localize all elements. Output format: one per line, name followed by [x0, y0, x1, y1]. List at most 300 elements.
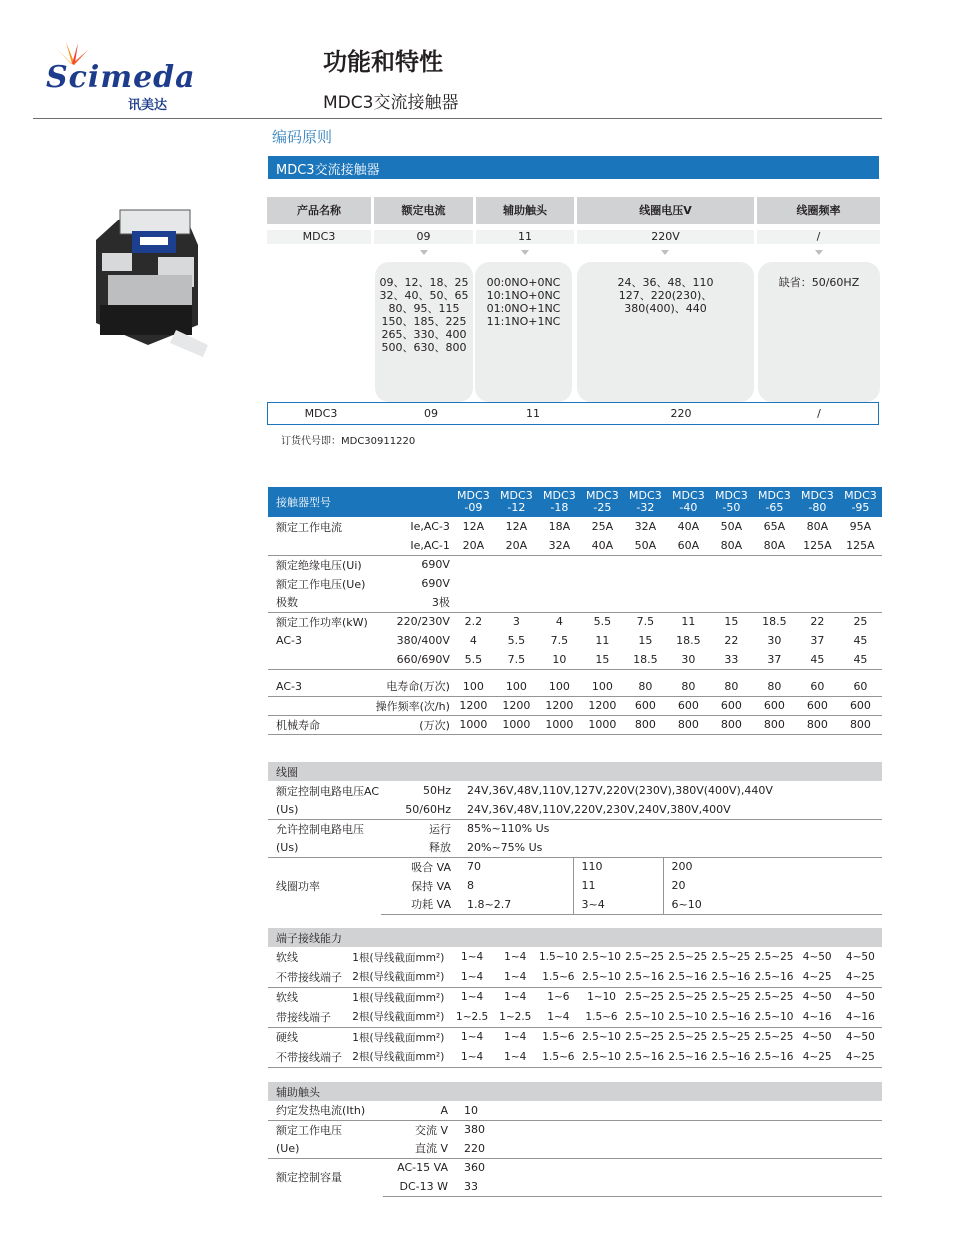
terminal-row-sublabel: 2根(导线截面mm²) [350, 1007, 450, 1027]
model-header [667, 487, 710, 517]
spec-cell: 600 [667, 696, 710, 715]
spec-cell [753, 593, 796, 612]
terminal-cell: 2.5~25 [668, 991, 708, 1004]
aux-ac-unit: 交流 V [414, 1123, 448, 1137]
spec-cell: 45 [853, 634, 868, 647]
spec-cell: 100 [495, 677, 538, 696]
coil-power-value: 8 [467, 879, 475, 892]
aux-dc-value: 220 [450, 1139, 882, 1158]
coil-allow-label: 允许控制电路电压 [276, 822, 364, 836]
terminal-cell: 2.5~25 [668, 951, 708, 963]
spec-cell: 100 [581, 677, 624, 696]
terminal-cell: 2.5~25 [711, 1031, 751, 1044]
code-value-current: 09 [374, 230, 473, 244]
spec-row [268, 631, 882, 650]
spec-cell [667, 555, 710, 574]
model-name: MDC3 [457, 489, 490, 502]
coil-power-value: 110 [573, 857, 663, 876]
spec-row-sublabel: 220/230V [396, 615, 450, 629]
spec-cell: 4 [469, 634, 477, 647]
coil-power-value: 11 [573, 876, 663, 895]
spec-cell: 125A [839, 536, 882, 555]
spec-cell: 600 [753, 696, 796, 715]
spec-cell: 3 [512, 615, 520, 629]
spec-row-sublabel: Ie,AC-3 [410, 520, 450, 533]
spec-cell: 7.5 [495, 650, 538, 669]
coil-title: 线圈 [276, 765, 298, 779]
model-size: -25 [593, 501, 612, 514]
spec-cell: 60 [796, 677, 839, 696]
spec-row [268, 536, 882, 555]
spec-cell: 33 [710, 650, 753, 669]
coil-freq-50: 50Hz [422, 784, 452, 797]
spec-cell: 18.5 [762, 615, 787, 629]
spec-cell: 50A [624, 536, 667, 555]
spec-cell: 12A [462, 520, 485, 533]
terminal-cell: 2.5~16 [666, 1047, 709, 1067]
model-header [753, 487, 796, 517]
spec-cell: 37 [810, 634, 825, 647]
terminal-cell: 1.5~6 [542, 1031, 575, 1044]
spec-cell: 100 [538, 677, 581, 696]
terminal-cell: 1~4 [494, 967, 537, 987]
terminal-cell: 2.5~16 [752, 967, 795, 987]
spec-cell: 2.2 [464, 615, 483, 629]
terminal-cell: 1~2.5 [494, 1007, 537, 1027]
terminal-cell: 2.5~16 [709, 967, 752, 987]
spec-row [268, 612, 882, 631]
spec-row-label [268, 650, 370, 669]
model-header [796, 487, 839, 517]
coil-us-label-2: (Us) [268, 838, 381, 857]
spec-cell [753, 574, 796, 593]
spec-row [268, 517, 882, 536]
terminal-cell: 2.5~16 [623, 967, 666, 987]
terminal-cell: 4~25 [796, 967, 839, 987]
spec-row-label: 极数 [268, 593, 370, 612]
code-header-voltage: 线圈电压V [577, 197, 754, 224]
coil-voltage-5060: 24V,36V,48V,110V,220V,230V,240V,380V,400V [453, 800, 882, 819]
spec-cell [624, 593, 667, 612]
result-current: 09 [424, 407, 438, 420]
arrow-icon [661, 250, 669, 255]
terminal-cell: 4~50 [845, 1031, 875, 1044]
spec-cell: 600 [710, 696, 753, 715]
terminal-cell: 1~4 [461, 991, 484, 1004]
aux-dc13-value: 33 [450, 1177, 882, 1196]
code-header-freq: 线圈频率 [757, 197, 880, 224]
terminal-cell: 4~25 [839, 967, 882, 987]
spec-cell: 95A [849, 520, 872, 533]
model-size: -40 [679, 501, 698, 514]
terminal-row [268, 1007, 882, 1027]
coil-power-value: 1.8~2.7 [453, 895, 573, 914]
spec-cell: 80 [753, 677, 796, 696]
model-size: -80 [808, 501, 827, 514]
spec-cell: 37 [753, 650, 796, 669]
spec-cell: 1200 [495, 696, 538, 715]
terminal-cell: 1~4 [461, 1031, 484, 1044]
options-current: 09、12、18、25 32、40、50、65 80、95、115 150、185、225 265、330、400 500、630、800 [375, 262, 473, 402]
spec-row [268, 574, 882, 593]
model-header [624, 487, 667, 517]
brand-logo [40, 40, 196, 115]
model-name: MDC3 [758, 489, 791, 502]
coil-rated-voltage-label: 额定控制电路电压AC [276, 784, 380, 798]
result-product: MDC3 [304, 407, 338, 420]
spec-cell: 800 [796, 715, 839, 734]
spec-row-label [268, 536, 370, 555]
spec-cell: 11 [681, 615, 696, 629]
model-size: -12 [507, 501, 526, 514]
coil-power-value: 20 [663, 876, 882, 895]
spec-cell [796, 555, 839, 574]
spec-row-label: 额定工作电流 [276, 520, 342, 534]
spec-row-sublabel: 3极 [370, 593, 452, 612]
model-name: MDC3 [844, 489, 877, 502]
spec-cell [796, 574, 839, 593]
terminal-cell: 4~16 [796, 1007, 839, 1027]
spec-cell: 1200 [581, 696, 624, 715]
model-header [495, 487, 538, 517]
spec-cell: 50A [720, 520, 743, 533]
spec-row-label: 额定工作功率(kW) [276, 615, 368, 629]
terminal-row [268, 947, 882, 967]
model-header [538, 487, 581, 517]
spec-cell: 80A [806, 520, 829, 533]
spec-cell: 600 [839, 696, 882, 715]
model-size: -50 [722, 501, 741, 514]
code-value-voltage: 220V [577, 230, 754, 244]
contactor-image [88, 205, 213, 375]
spec-cell: 25 [853, 615, 868, 629]
terminal-cell: 1.5~6 [580, 1007, 623, 1027]
terminal-row-label: 硬线 [276, 1031, 298, 1045]
terminal-cell: 2.5~25 [754, 951, 794, 963]
spec-cell [667, 593, 710, 612]
spec-cell: 80A [753, 536, 796, 555]
spec-cell [839, 593, 882, 612]
spec-cell [452, 593, 495, 612]
code-result-box [267, 402, 879, 425]
spec-cell: 30 [667, 650, 710, 669]
spec-cell: 80A [710, 536, 753, 555]
spacer [268, 669, 882, 677]
spec-cell: 600 [796, 696, 839, 715]
spec-cell: 800 [753, 715, 796, 734]
terminal-cell: 4~25 [839, 1047, 882, 1067]
spec-cell: 800 [667, 715, 710, 734]
terminal-row-label: 软线 [276, 991, 298, 1005]
spec-cell: 20A [495, 536, 538, 555]
spec-cell: 22 [810, 615, 825, 629]
spec-cell: 80 [624, 677, 667, 696]
spec-cell: 7.5 [636, 615, 655, 629]
spec-cell: 32A [634, 520, 657, 533]
terminal-cell: 2.5~25 [754, 1031, 794, 1044]
spec-cell: 80 [667, 677, 710, 696]
spec-row-sublabel: 690V [421, 577, 450, 590]
terminal-row-label: 不带接线端子 [268, 1047, 350, 1067]
terminal-cell: 1~4 [451, 967, 494, 987]
terminal-cell: 2.5~25 [625, 951, 665, 963]
spec-cell: 25A [591, 520, 614, 533]
terminal-cell: 1~6 [547, 991, 570, 1004]
terminal-row-sublabel: 1根(导线截面mm²) [352, 991, 445, 1004]
spec-cell [624, 555, 667, 574]
terminal-cell: 1.5~10 [538, 951, 578, 963]
spec-cell: 15 [724, 615, 739, 629]
spec-row-sublabel: 电寿命(万次) [370, 677, 452, 696]
code-value-freq: / [757, 230, 880, 244]
model-header [710, 487, 753, 517]
aux-title: 辅助触头 [276, 1085, 320, 1099]
spec-cell: 5.5 [593, 615, 612, 629]
terminal-row-label: 软线 [276, 951, 298, 964]
code-header-current: 额定电流 [374, 197, 473, 224]
model-name: MDC3 [500, 489, 533, 502]
terminal-row-sublabel: 2根(导线截面mm²) [350, 1047, 450, 1067]
terminal-cell: 1~4 [461, 951, 484, 963]
spec-cell [495, 555, 538, 574]
terminal-cell: 1.5~6 [537, 1047, 580, 1067]
terminal-cell: 2.5~10 [582, 951, 621, 963]
spec-cell [452, 574, 495, 593]
spec-header-row [268, 487, 882, 517]
spec-cell: 1000 [452, 715, 495, 734]
spec-row [268, 593, 882, 612]
spec-cell: 30 [767, 634, 782, 647]
spec-cell: 12A [505, 520, 528, 533]
spec-cell: 100 [452, 677, 495, 696]
aux-ac15-value: 360 [464, 1161, 485, 1175]
spec-cell [581, 574, 624, 593]
spec-cell: 40A [581, 536, 624, 555]
code-header-product: 产品名称 [267, 197, 371, 224]
spec-row [268, 555, 882, 574]
coil-power-row: 保持 VA [411, 879, 452, 893]
terminal-row [268, 967, 882, 987]
spec-cell [624, 574, 667, 593]
coil-power-value: 3~4 [573, 895, 663, 914]
order-code: 订货代号即：MDC30911220 [281, 436, 416, 447]
model-size: -32 [636, 501, 655, 514]
terminal-row-sublabel: 1根(导线截面mm²) [352, 1031, 445, 1044]
spec-cell: 1000 [495, 715, 538, 734]
coil-power-row: 吸合 VA [411, 860, 452, 874]
aux-ue-label-2: (Ue) [268, 1139, 383, 1158]
code-header-aux: 辅助触头 [476, 197, 574, 224]
spec-row-label: AC-3 [276, 634, 302, 647]
terminal-row-label: 带接线端子 [268, 1007, 350, 1027]
terminal-cell: 2.5~10 [666, 1007, 709, 1027]
spec-row-sublabel: 操作频率(次/h) [370, 696, 452, 715]
logo-cn: 讯美达 [128, 98, 168, 113]
terminal-cell: 2.5~10 [582, 1031, 621, 1044]
terminal-cell: 2.5~16 [752, 1047, 795, 1067]
terminal-cell: 2.5~25 [754, 991, 794, 1004]
aux-table [268, 1082, 882, 1197]
aux-dc13-unit: DC-13 W [383, 1177, 450, 1196]
coil-release-label: 释放 [381, 838, 453, 857]
spec-cell: 18.5 [624, 650, 667, 669]
model-header [839, 487, 882, 517]
terminal-row [268, 1027, 882, 1047]
spec-cell [538, 555, 581, 574]
terminal-cell: 1~4 [504, 991, 527, 1004]
spec-row-sublabel: 690V [421, 558, 450, 572]
spec-cell: 20A [452, 536, 495, 555]
spec-row [268, 650, 882, 669]
spec-row [268, 715, 882, 734]
section-bar: MDC3交流接触器 [268, 156, 879, 179]
terminal-row-label: 不带接线端子 [268, 967, 350, 987]
model-name: MDC3 [715, 489, 748, 502]
terminal-cell: 2.5~16 [709, 1047, 752, 1067]
model-size: -18 [550, 501, 569, 514]
terminal-cell: 1.5~6 [537, 967, 580, 987]
spec-row-label: 额定绝缘电压(Ui) [276, 558, 362, 572]
spec-cell: 1200 [452, 696, 495, 715]
aux-ith-value: 10 [450, 1101, 882, 1120]
spec-cell [710, 555, 753, 574]
model-name: MDC3 [801, 489, 834, 502]
aux-ac-value: 380 [464, 1123, 485, 1137]
coil-run-value: 85%~110% Us [467, 822, 550, 836]
terminal-row-sublabel: 1根(导线截面mm²) [352, 951, 445, 964]
coil-us-label: (Us) [268, 800, 381, 819]
spec-cell: 1200 [538, 696, 581, 715]
spec-cell [839, 574, 882, 593]
spec-cell: 5.5 [452, 650, 495, 669]
spec-cell: 800 [710, 715, 753, 734]
spec-row-label: 机械寿命 [268, 715, 370, 734]
spec-row-sublabel: Ie,AC-1 [370, 536, 452, 555]
terminal-cell: 4~50 [802, 951, 832, 963]
terminal-cell: 2.5~10 [580, 1047, 623, 1067]
spec-cell [796, 593, 839, 612]
spec-cell: 45 [796, 650, 839, 669]
spec-row-sublabel: 660/690V [370, 650, 452, 669]
terminal-cell: 4~50 [845, 951, 875, 963]
result-voltage: 220 [670, 407, 692, 420]
coil-power-row: 功耗 VA [381, 895, 453, 914]
aux-capacity-label: 额定控制容量 [276, 1171, 342, 1185]
spec-cell: 60A [667, 536, 710, 555]
section-title: 编码原则 [272, 128, 333, 146]
spec-cell [667, 574, 710, 593]
coil-power-value: 70 [467, 860, 482, 874]
spec-row [268, 696, 882, 715]
spec-cell [495, 574, 538, 593]
terminal-cell: 2.5~10 [752, 1007, 795, 1027]
spec-cell: 65A [763, 520, 786, 533]
spec-cell [839, 555, 882, 574]
spec-cell: 22 [724, 634, 739, 647]
header-divider [33, 118, 882, 119]
spec-cell: 600 [624, 696, 667, 715]
aux-ith-label: 约定发热电流(Ith) [268, 1101, 383, 1120]
terminal-cell: 1~4 [504, 1031, 527, 1044]
spec-cell: 5.5 [507, 634, 526, 647]
spec-row [268, 677, 882, 696]
terminal-cell: 1~4 [537, 1007, 580, 1027]
terminal-cell: 2.5~16 [623, 1047, 666, 1067]
spec-cell: 4 [555, 615, 563, 629]
arrow-icon [521, 250, 529, 255]
spec-row-sublabel: (万次) [370, 715, 452, 734]
terminal-cell: 2.5~10 [580, 967, 623, 987]
terminal-cell: 4~50 [845, 991, 875, 1004]
model-header [452, 487, 495, 517]
spec-row-label: 额定工作电压(Ue) [276, 577, 366, 591]
model-name: MDC3 [629, 489, 662, 502]
terminal-cell: 2.5~25 [625, 1031, 665, 1044]
spec-cell [710, 574, 753, 593]
result-freq: / [817, 407, 821, 420]
spec-cell: 15 [581, 650, 624, 669]
spec-cell: 80 [710, 677, 753, 696]
spec-cell: 15 [638, 634, 653, 647]
model-name: MDC3 [672, 489, 705, 502]
spec-cell: 10 [538, 650, 581, 669]
terminal-cell: 4~50 [802, 991, 832, 1004]
terminal-cell: 1~4 [494, 1047, 537, 1067]
spec-cell: 18.5 [676, 634, 701, 647]
spec-cell: 1000 [581, 715, 624, 734]
spec-cell: 11 [595, 634, 610, 647]
options-aux: 00:0NO+0NC 10:1NO+0NC 01:0NO+1NC 11:1NO+1NC [475, 262, 572, 402]
terminal-table [268, 928, 882, 1068]
model-size: -65 [765, 501, 784, 514]
terminal-cell: 4~50 [802, 1031, 832, 1044]
coil-power-value: 200 [663, 857, 882, 876]
terminal-cell: 1~2.5 [451, 1007, 494, 1027]
aux-ue-label: 额定工作电压 [276, 1123, 342, 1137]
terminal-row-sublabel: 2根(导线截面mm²) [350, 967, 450, 987]
coil-power-value: 6~10 [663, 895, 882, 914]
model-label: 接触器型号 [276, 496, 331, 509]
spec-cell: 32A [538, 536, 581, 555]
terminal-cell: 1~4 [451, 1047, 494, 1067]
spec-cell: 18A [548, 520, 571, 533]
coil-voltage-50: 24V,36V,48V,110V,127V,220V(230V),380V(400V),440V [467, 784, 773, 797]
coil-power-label: 线圈功率 [276, 879, 320, 893]
options-freq: 缺省：50/60HZ [758, 262, 880, 402]
spec-cell [581, 555, 624, 574]
spec-cell: 125A [796, 536, 839, 555]
spec-row-label [268, 696, 370, 715]
spec-cell [538, 593, 581, 612]
spec-cell [581, 593, 624, 612]
spec-row-sublabel: 380/400V [396, 634, 450, 647]
logo-text: Scimeda [46, 60, 196, 95]
model-header [581, 487, 624, 517]
spec-cell [495, 593, 538, 612]
terminal-row [268, 987, 882, 1007]
spec-cell: 1000 [538, 715, 581, 734]
arrow-icon [815, 250, 823, 255]
arrow-icon [420, 250, 428, 255]
terminal-cell: 2.5~16 [666, 967, 709, 987]
terminal-cell: 2.5~10 [623, 1007, 666, 1027]
spec-cell: 60 [839, 677, 882, 696]
code-value-aux: 11 [476, 230, 574, 244]
spec-cell: 800 [624, 715, 667, 734]
spec-cell [710, 593, 753, 612]
spec-cell: 7.5 [550, 634, 569, 647]
aux-ac15-unit: AC-15 VA [397, 1161, 448, 1175]
